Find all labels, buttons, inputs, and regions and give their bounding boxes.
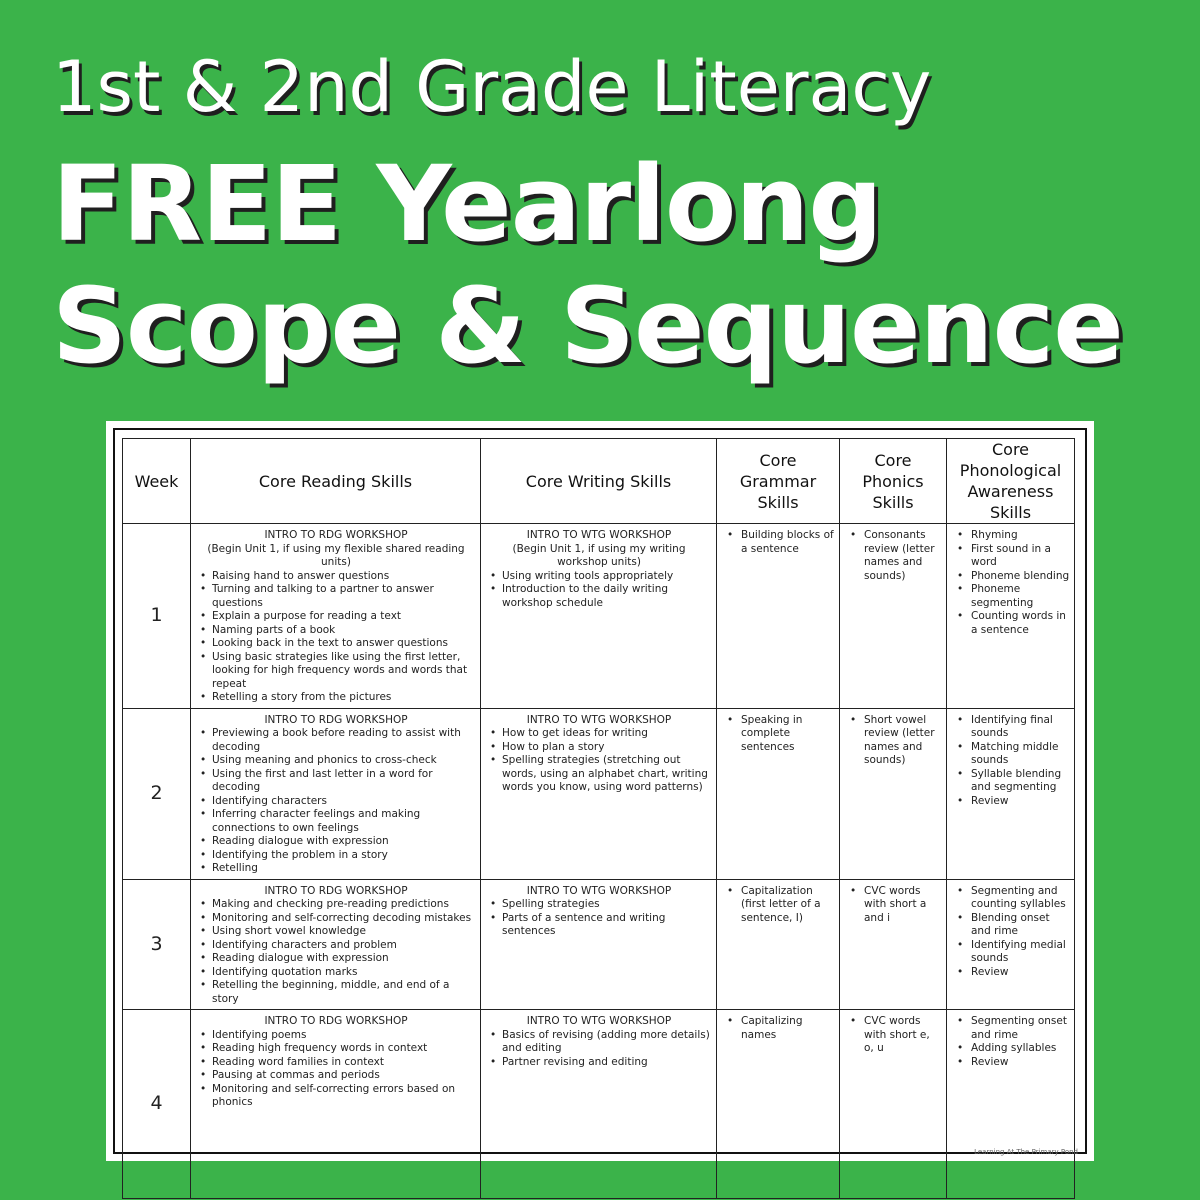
skill-list bbox=[952, 714, 1070, 809]
header-reading: Core Reading Skills bbox=[191, 439, 481, 524]
list-item: • How to plan a story bbox=[486, 741, 712, 755]
list-item: • Pausing at commas and periods bbox=[196, 1069, 476, 1083]
skill-list bbox=[952, 529, 1070, 637]
list-item: • Naming parts of a book bbox=[196, 624, 476, 638]
skill-list bbox=[845, 529, 942, 583]
list-item: • Reading dialogue with expression bbox=[196, 835, 476, 849]
list-item: • Retelling the beginning, middle, and end of a story bbox=[196, 979, 476, 1006]
list-item: • Reading word families in context bbox=[196, 1056, 476, 1070]
workshop-heading: INTRO TO RDG WORKSHOP bbox=[264, 1015, 408, 1027]
list-item: • Review bbox=[952, 795, 1070, 809]
list-item: • CVC words with short e, o, u bbox=[845, 1015, 942, 1056]
list-item: • Looking back in the text to answer questions bbox=[196, 637, 476, 651]
reading-skills-cell bbox=[191, 879, 481, 1010]
list-item: • Making and checking pre-reading predictions bbox=[196, 898, 476, 912]
skill-list bbox=[952, 885, 1070, 980]
scope-sequence-table bbox=[122, 438, 1075, 1199]
phonological-skills-cell bbox=[947, 1010, 1075, 1199]
header-writing: Core Writing Skills bbox=[481, 439, 717, 524]
list-item: • Using the first and last letter in a word for decoding bbox=[196, 768, 476, 795]
reading-skills-cell bbox=[191, 708, 481, 879]
skill-list bbox=[952, 1015, 1070, 1069]
week-number: 1 bbox=[123, 524, 191, 709]
skill-list bbox=[845, 1015, 942, 1056]
phonics-skills-cell bbox=[840, 879, 947, 1010]
header-grammar: Core Grammar Skills bbox=[717, 439, 840, 524]
list-item: • Previewing a book before reading to assist with decoding bbox=[196, 727, 476, 754]
list-item: • Spelling strategies bbox=[486, 898, 712, 912]
reading-skills-cell bbox=[191, 524, 481, 709]
workshop-heading: INTRO TO WTG WORKSHOP bbox=[526, 713, 672, 726]
phonological-skills-cell bbox=[947, 879, 1075, 1010]
list-item: • Retelling a story from the pictures bbox=[196, 691, 476, 705]
list-item: • Identifying characters and problem bbox=[196, 939, 476, 953]
phonics-skills-cell bbox=[840, 524, 947, 709]
list-item: • How to get ideas for writing bbox=[486, 727, 712, 741]
list-item: • Phoneme blending bbox=[952, 570, 1070, 584]
workshop-heading: INTRO TO RDG WORKSHOP (Begin Unit 1, if using my flexible shared reading units) bbox=[207, 529, 465, 568]
skill-list bbox=[196, 898, 476, 1006]
week-number: 4 bbox=[123, 1010, 191, 1199]
list-item: • Basics of revising (adding more details) and editing bbox=[486, 1029, 712, 1056]
phonological-skills-cell bbox=[947, 708, 1075, 879]
writing-skills-cell bbox=[481, 524, 717, 709]
skill-list bbox=[722, 529, 835, 556]
writing-skills-cell bbox=[481, 879, 717, 1010]
skill-list bbox=[722, 714, 835, 755]
list-item: • Monitoring and self-correcting errors based on phonics bbox=[196, 1083, 476, 1110]
week-number: 2 bbox=[123, 708, 191, 879]
skill-list bbox=[486, 727, 712, 795]
workshop-heading: INTRO TO WTG WORKSHOP bbox=[526, 1015, 672, 1027]
workshop-heading: INTRO TO RDG WORKSHOP bbox=[264, 713, 408, 726]
skill-list bbox=[486, 898, 712, 939]
skill-list bbox=[722, 1015, 835, 1042]
grammar-skills-cell bbox=[717, 524, 840, 709]
list-item: • Partner revising and editing bbox=[486, 1056, 712, 1070]
list-item: • Turning and talking to a partner to answer questions bbox=[196, 583, 476, 610]
list-item: • Identifying poems bbox=[196, 1029, 476, 1043]
list-item: • Explain a purpose for reading a text bbox=[196, 610, 476, 624]
writing-skills-cell bbox=[481, 1010, 717, 1199]
list-item: • Monitoring and self-correcting decoding mistakes bbox=[196, 912, 476, 926]
list-item: • Matching middle sounds bbox=[952, 741, 1070, 768]
table-row bbox=[123, 1010, 1075, 1199]
phonics-skills-cell bbox=[840, 708, 947, 879]
workshop-heading: INTRO TO WTG WORKSHOP (Begin Unit 1, if using my writing workshop units) bbox=[512, 529, 686, 568]
skill-list bbox=[845, 714, 942, 768]
skill-list bbox=[722, 885, 835, 926]
list-item: • Using short vowel knowledge bbox=[196, 925, 476, 939]
header-week: Week bbox=[123, 439, 191, 524]
list-item: • Identifying characters bbox=[196, 795, 476, 809]
list-item: • Building blocks of a sentence bbox=[722, 529, 835, 556]
table-row bbox=[123, 524, 1075, 709]
list-item: • Raising hand to answer questions bbox=[196, 570, 476, 584]
list-item: • Using meaning and phonics to cross-check bbox=[196, 754, 476, 768]
list-item: • Spelling strategies (stretching out words, using an alphabet chart, writing words you know, using word patterns) bbox=[486, 754, 712, 795]
list-item: • Syllable blending and segmenting bbox=[952, 768, 1070, 795]
credit-text: Learning At The Primary Pond bbox=[974, 1148, 1078, 1156]
list-item: • Identifying medial sounds bbox=[952, 939, 1070, 966]
list-item: • Review bbox=[952, 1056, 1070, 1070]
list-item: • Review bbox=[952, 966, 1070, 980]
list-item: • Rhyming bbox=[952, 529, 1070, 543]
list-item: • Adding syllables bbox=[952, 1042, 1070, 1056]
headline-grade-literacy: 1st & 2nd Grade Literacy bbox=[52, 46, 932, 128]
list-item: • Segmenting onset and rime bbox=[952, 1015, 1070, 1042]
scope-sequence-document bbox=[106, 421, 1094, 1161]
list-item: • Reading high frequency words in context bbox=[196, 1042, 476, 1056]
list-item: • Phoneme segmenting bbox=[952, 583, 1070, 610]
week-number: 3 bbox=[123, 879, 191, 1010]
list-item: • Capitalizing names bbox=[722, 1015, 835, 1042]
list-item: • Using writing tools appropriately bbox=[486, 570, 712, 584]
headline-free-yearlong: FREE Yearlong bbox=[52, 143, 882, 265]
list-item: • Reading dialogue with expression bbox=[196, 952, 476, 966]
list-item: • Counting words in a sentence bbox=[952, 610, 1070, 637]
list-item: • Identifying quotation marks bbox=[196, 966, 476, 980]
skill-list bbox=[196, 727, 476, 876]
list-item: • Parts of a sentence and writing sentences bbox=[486, 912, 712, 939]
workshop-heading: INTRO TO RDG WORKSHOP bbox=[264, 884, 408, 897]
list-item: • First sound in a word bbox=[952, 543, 1070, 570]
skill-list bbox=[486, 1029, 712, 1070]
list-item: • Short vowel review (letter names and sounds) bbox=[845, 714, 942, 768]
writing-skills-cell bbox=[481, 708, 717, 879]
list-item: • Using basic strategies like using the first letter, looking for high frequency words and words that repeat bbox=[196, 651, 476, 692]
grammar-skills-cell bbox=[717, 708, 840, 879]
list-item: • Identifying the problem in a story bbox=[196, 849, 476, 863]
list-item: • Inferring character feelings and making connections to own feelings bbox=[196, 808, 476, 835]
header-phonological: Core Phonological Awareness Skills bbox=[947, 439, 1075, 524]
skill-list bbox=[845, 885, 942, 926]
list-item: • CVC words with short a and i bbox=[845, 885, 942, 926]
list-item: • Speaking in complete sentences bbox=[722, 714, 835, 755]
list-item: • Introduction to the daily writing workshop schedule bbox=[486, 583, 712, 610]
skill-list bbox=[486, 570, 712, 611]
header-phonics: Core Phonics Skills bbox=[840, 439, 947, 524]
table-header-row bbox=[123, 439, 1075, 524]
grammar-skills-cell bbox=[717, 1010, 840, 1199]
list-item: • Capitalization (first letter of a sentence, I) bbox=[722, 885, 835, 926]
skill-list bbox=[196, 1029, 476, 1110]
list-item: • Blending onset and rime bbox=[952, 912, 1070, 939]
skill-list bbox=[196, 570, 476, 705]
list-item: • Retelling bbox=[196, 862, 476, 876]
phonics-skills-cell bbox=[840, 1010, 947, 1199]
reading-skills-cell bbox=[191, 1010, 481, 1199]
workshop-heading: INTRO TO WTG WORKSHOP bbox=[526, 884, 672, 897]
list-item: • Consonants review (letter names and sounds) bbox=[845, 529, 942, 583]
list-item: • Identifying final sounds bbox=[952, 714, 1070, 741]
table-row bbox=[123, 879, 1075, 1010]
grammar-skills-cell bbox=[717, 879, 840, 1010]
list-item: • Segmenting and counting syllables bbox=[952, 885, 1070, 912]
table-row bbox=[123, 708, 1075, 879]
phonological-skills-cell bbox=[947, 524, 1075, 709]
headline-scope-sequence: Scope & Sequence bbox=[52, 265, 1123, 387]
